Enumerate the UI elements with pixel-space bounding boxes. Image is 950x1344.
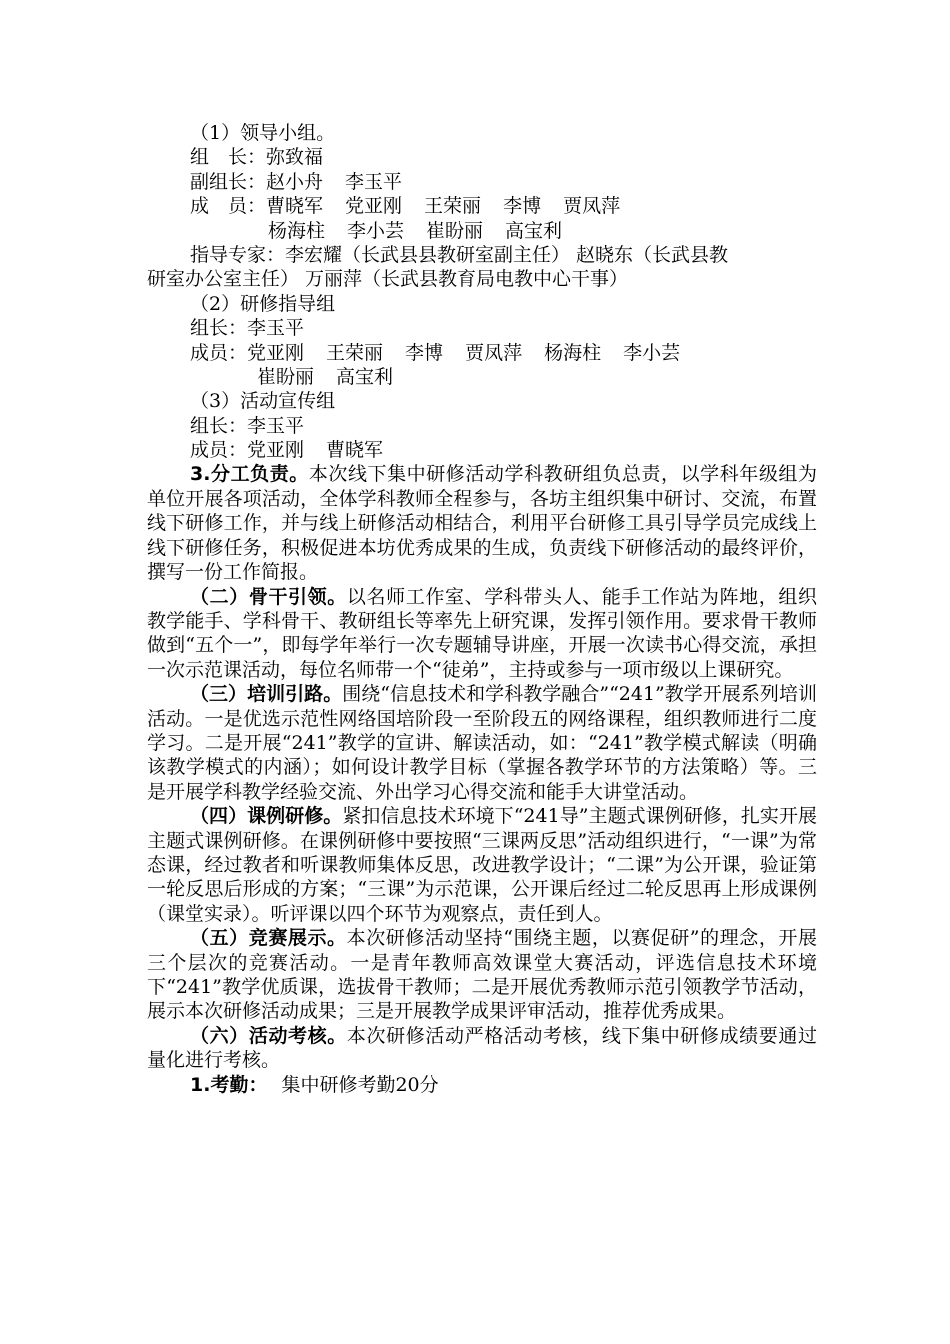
experts-line: 指导专家：李宏耀（长武县县教研室副主任） 赵晓东（长武县教	[190, 243, 729, 266]
section-title: （四）课例研修。	[190, 805, 343, 828]
member-name: 李小芸	[623, 341, 681, 364]
member-name: 党亚刚	[345, 195, 403, 218]
member-name: 崔盼丽	[426, 219, 484, 242]
members-label: 成员：	[190, 439, 248, 462]
member-name: 曹晓军	[266, 195, 324, 218]
leadership-leader: 组 长：弥致福	[190, 146, 324, 169]
leadership-vice-leaders	[147, 170, 817, 194]
member-name: 李小芸	[347, 219, 405, 242]
member-name: 杨海柱	[268, 219, 326, 242]
guidance-heading: （2）研修指导组	[190, 292, 336, 315]
leadership-heading: （1）领导小组。	[190, 122, 336, 144]
attendance-title: 1.考勤：	[190, 1073, 268, 1096]
vice-leader-name: 李玉平	[345, 170, 403, 193]
section-paragraph	[147, 682, 817, 804]
section-text: 本次研修活动坚持“围绕主题，以赛促研”的理念，开展三个层次的竞赛活动。一是青年教师高效课堂大赛活动，评选信息技术环境下“241”教学优质课，选拔骨干教师；二是开展优秀教师示范引领教学节活动，展示本次研修活动成果；三是开展教学成果评审活动，推荐优秀成果。	[147, 927, 817, 1023]
section-paragraph	[147, 585, 817, 683]
section-text: 围绕“信息技术和学科教学融合”“241”教学开展系列培训活动。一是优选示范性网络国培阶段一至阶段五的网络课程，组织教师进行二度学习。二是开展“241”教学的宣讲、解读活动，如：“241”教学模式解读（明确该教学模式的内涵）；如何设计教学目标（掌握各教学环节的方法策略）等。三是开展学科教学经验交流、外出学习心得交流和能手大讲堂活动。	[147, 683, 817, 803]
document-body	[147, 121, 817, 1097]
guidance-leader: 组长：李玉平	[190, 317, 305, 340]
member-name: 党亚刚	[247, 439, 305, 462]
member-name: 党亚刚	[247, 341, 305, 364]
member-name: 杨海柱	[544, 341, 602, 364]
vice-leader-label: 副组长：	[190, 170, 267, 193]
member-name: 曹晓军	[326, 439, 384, 462]
publicity-members-row	[147, 438, 817, 462]
member-name: 贾凤萍	[465, 341, 523, 364]
section-paragraph	[147, 1024, 817, 1073]
attendance-line	[147, 1073, 817, 1097]
guidance-members-row	[147, 341, 817, 365]
members-label: 成 员：	[190, 195, 267, 218]
member-name: 崔盼丽	[257, 365, 315, 388]
section-paragraph	[147, 462, 817, 584]
leadership-members-row	[147, 219, 817, 243]
member-name: 高宝利	[505, 219, 563, 242]
section-title: 3.分工负责。	[190, 463, 309, 486]
publicity-heading: （3）活动宣传组	[190, 390, 336, 413]
section-paragraph	[147, 926, 817, 1024]
section-title: （二）骨干引领。	[190, 585, 347, 608]
section-text: 紧扣信息技术环境下“241导”主题式课例研修，扎实开展主题式课例研修。在课例研修中要按照“三课两反思”活动组织进行，“一课”为常态课，经过教者和听课教师集体反思，改进教学设计；“二课”为公开课，验证第一轮反思后形成的方案；“三课”为示范课，公开课后经过二轮反思再上形成课例（课堂实录）。听评课以四个环节为观察点，责任到人。	[147, 805, 817, 925]
member-name: 李博	[503, 195, 542, 218]
member-name: 贾凤萍	[563, 195, 621, 218]
section-title: （五）竞赛展示。	[190, 927, 347, 950]
section-text: 本次线下集中研修活动学科教研组负总责，以学科年级组为单位开展各项活动，全体学科教师全程参与，各坊主组织集中研讨、交流，布置线下研修工作，并与线上研修活动相结合，利用平台研修工具引导学员完成线上线下研修任务，积极促进本坊优秀成果的生成，负责线下研修活动的最终评价，撰写一份工作简报。	[147, 463, 817, 584]
section-text: 本次研修活动严格活动考核，线下集中研修成绩要通过量化进行考核。	[147, 1024, 817, 1072]
member-name: 李博	[405, 341, 444, 364]
leadership-members-row	[147, 194, 817, 218]
section-title: （三）培训引路。	[190, 683, 343, 706]
experts-line: 研室办公室主任） 万丽萍（长武县教育局电教中心干事）	[147, 268, 629, 291]
section-text: 以名师工作室、学科带头人、能手工作站为阵地，组织教学能手、学科骨干、教研组长等率先上研究课，发挥引领作用。要求骨干教师做到“五个一”，即每学年举行一次专题辅导讲座，开展一次读书心得交流，承担一次示范课活动，每位名师带一个“徒弟”，主持或参与一项市级以上课研究。	[147, 585, 817, 681]
member-name: 王荣丽	[424, 195, 482, 218]
publicity-leader: 组长：李玉平	[190, 414, 305, 437]
section-paragraph	[147, 804, 817, 926]
member-name: 王荣丽	[326, 341, 384, 364]
guidance-members-row	[147, 365, 817, 389]
members-label: 成员：	[190, 341, 248, 364]
member-name: 高宝利	[336, 365, 394, 388]
section-title: （六）活动考核。	[190, 1024, 347, 1047]
attendance-text: 集中研修考勤20分	[281, 1073, 439, 1096]
vice-leader-name: 赵小舟	[266, 170, 324, 193]
